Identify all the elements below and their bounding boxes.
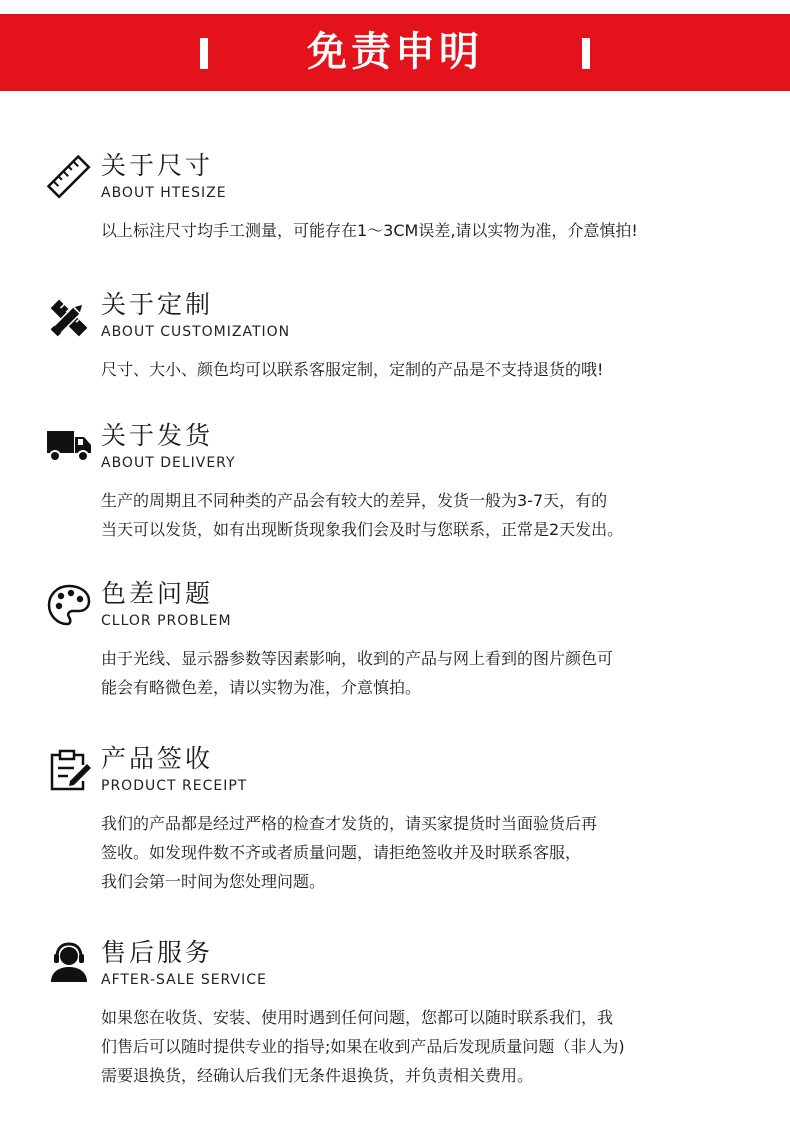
section-subtitle: ABOUT HTESIZE	[101, 185, 227, 201]
section-title: 关于尺寸	[101, 151, 214, 180]
header-banner	[0, 14, 790, 91]
ruler-pencil-icon	[46, 295, 92, 341]
body-line: 我们会第一时间为您处理问题。	[101, 872, 326, 891]
section-body	[101, 216, 741, 245]
section-body	[101, 486, 741, 544]
clipboard-edit-icon	[46, 747, 92, 793]
body-line: 尺寸、大小、颜色均可以联系客服定制，定制的产品是不支持退货的哦!	[101, 360, 604, 379]
body-line: 由于光线、显示器参数等因素影响，收到的产品与网上看到的图片颜色可	[101, 649, 614, 668]
banner-left-bar	[200, 38, 208, 69]
body-line: 能会有略微色差，请以实物为准，介意慎拍。	[101, 678, 422, 697]
section-title: 色差问题	[101, 579, 214, 608]
section-title: 关于发货	[101, 421, 214, 450]
body-line: 生产的周期且不同种类的产品会有较大的差异，发货一般为3-7天，有的	[101, 491, 608, 510]
section-body	[101, 809, 741, 896]
banner-right-bar	[582, 38, 590, 69]
body-line: 以上标注尺寸均手工测量，可能存在1～3CM误差,请以实物为准，介意慎拍!	[101, 221, 638, 240]
section-subtitle: AFTER-SALE SERVICE	[101, 972, 267, 988]
palette-icon	[46, 582, 92, 628]
section-title: 产品签收	[101, 744, 214, 773]
truck-icon	[46, 422, 92, 468]
section-body	[101, 355, 741, 384]
body-line: 我们的产品都是经过严格的检查才发货的，请买家提货时当面验货后再	[101, 814, 598, 833]
section-subtitle: PRODUCT RECEIPT	[101, 778, 248, 794]
section-title: 售后服务	[101, 938, 214, 967]
body-line: 签收。如发现件数不齐或者质量问题，请拒绝签收并及时联系客服，	[101, 843, 582, 862]
section-body	[101, 1003, 741, 1090]
section-body	[101, 644, 741, 702]
body-line: 们售后可以随时提供专业的指导;如果在收到产品后发现质量问题（非人为)	[101, 1037, 625, 1056]
section-subtitle: ABOUT DELIVERY	[101, 455, 236, 471]
body-line: 需要退换货，经确认后我们无条件退换货，并负责相关费用。	[101, 1066, 534, 1085]
ruler-icon	[46, 154, 92, 200]
headset-agent-icon	[46, 940, 92, 986]
section-subtitle: ABOUT CUSTOMIZATION	[101, 324, 291, 340]
body-line: 当天可以发货，如有出现断货现象我们会及时与您联系，正常是2天发出。	[101, 520, 624, 539]
section-title: 关于定制	[101, 290, 214, 319]
section-subtitle: CLLOR PROBLEM	[101, 613, 232, 629]
page-title: 免责申明	[307, 29, 483, 75]
body-line: 如果您在收货、安装、使用时遇到任何问题，您都可以随时联系我们，我	[101, 1008, 614, 1027]
